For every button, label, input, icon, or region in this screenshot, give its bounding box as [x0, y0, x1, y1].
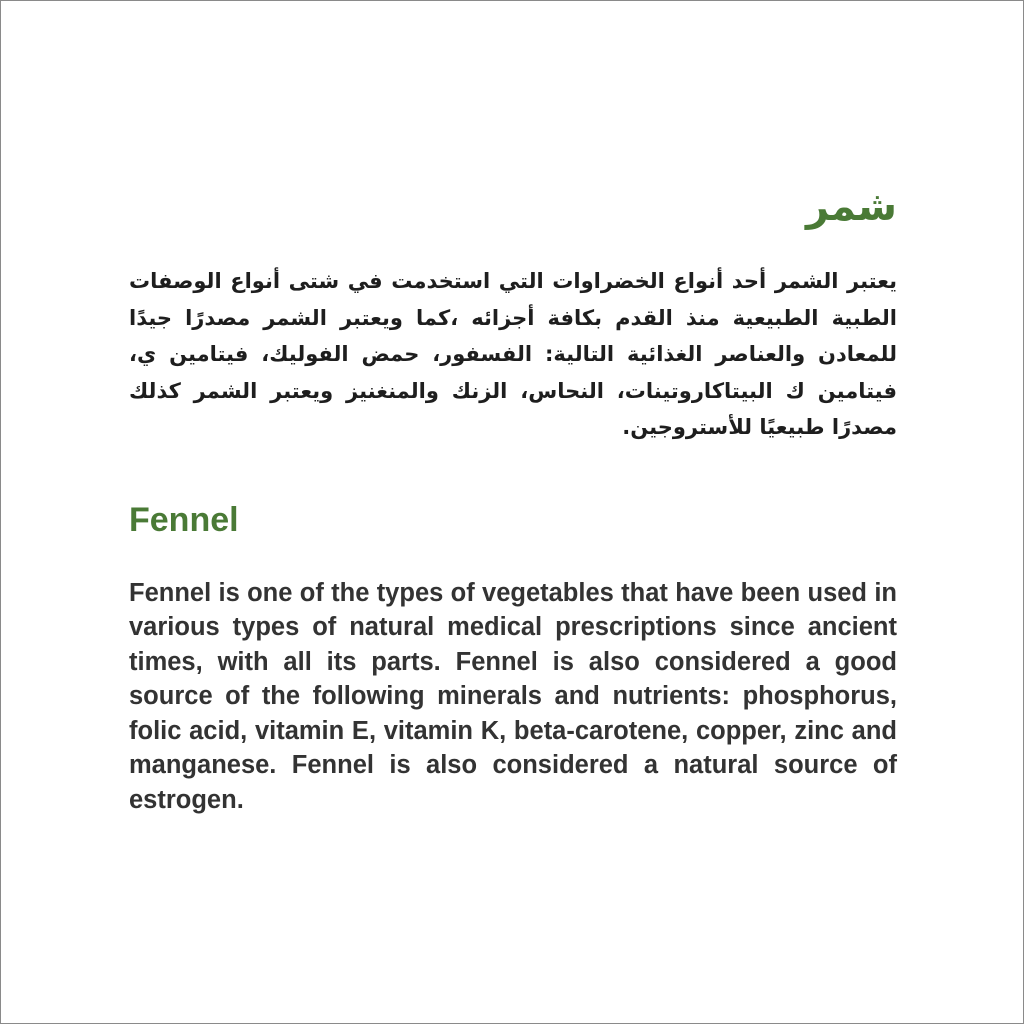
english-title: Fennel: [129, 500, 239, 539]
content-area: [129, 181, 897, 818]
arabic-body: يعتبر الشمر أحد أنواع الخضراوات التي استخدمت في شتى أنواع الوصفات الطبية الطبيعية منذ القدم بكافة أجزائه ،كما ويعتبر الشمر مصدرًا جيدًا للمعادن والعناصر الغذائية التالية: الفسفور، حمض الفوليك، فيتامين ي، فيتامين ك البيتاكاروتينات، النحاس، الزنك والمنغنيز ويعتبر الشمر كذلك مصدرًا طبيعيًا للأستروجين.: [129, 269, 897, 439]
english-body: Fennel is one of the types of vegetables that have been used in various types of natural medical prescriptions since ancient times, with all its parts. Fennel is also considered a good source of the following minerals and nutrients: phosphorus, folic acid, vitamin E, vitamin K, beta-carotene, copper, zinc and manganese. Fennel is also considered a natural source of estrogen.: [129, 578, 897, 815]
arabic-title: شمر: [805, 184, 897, 230]
